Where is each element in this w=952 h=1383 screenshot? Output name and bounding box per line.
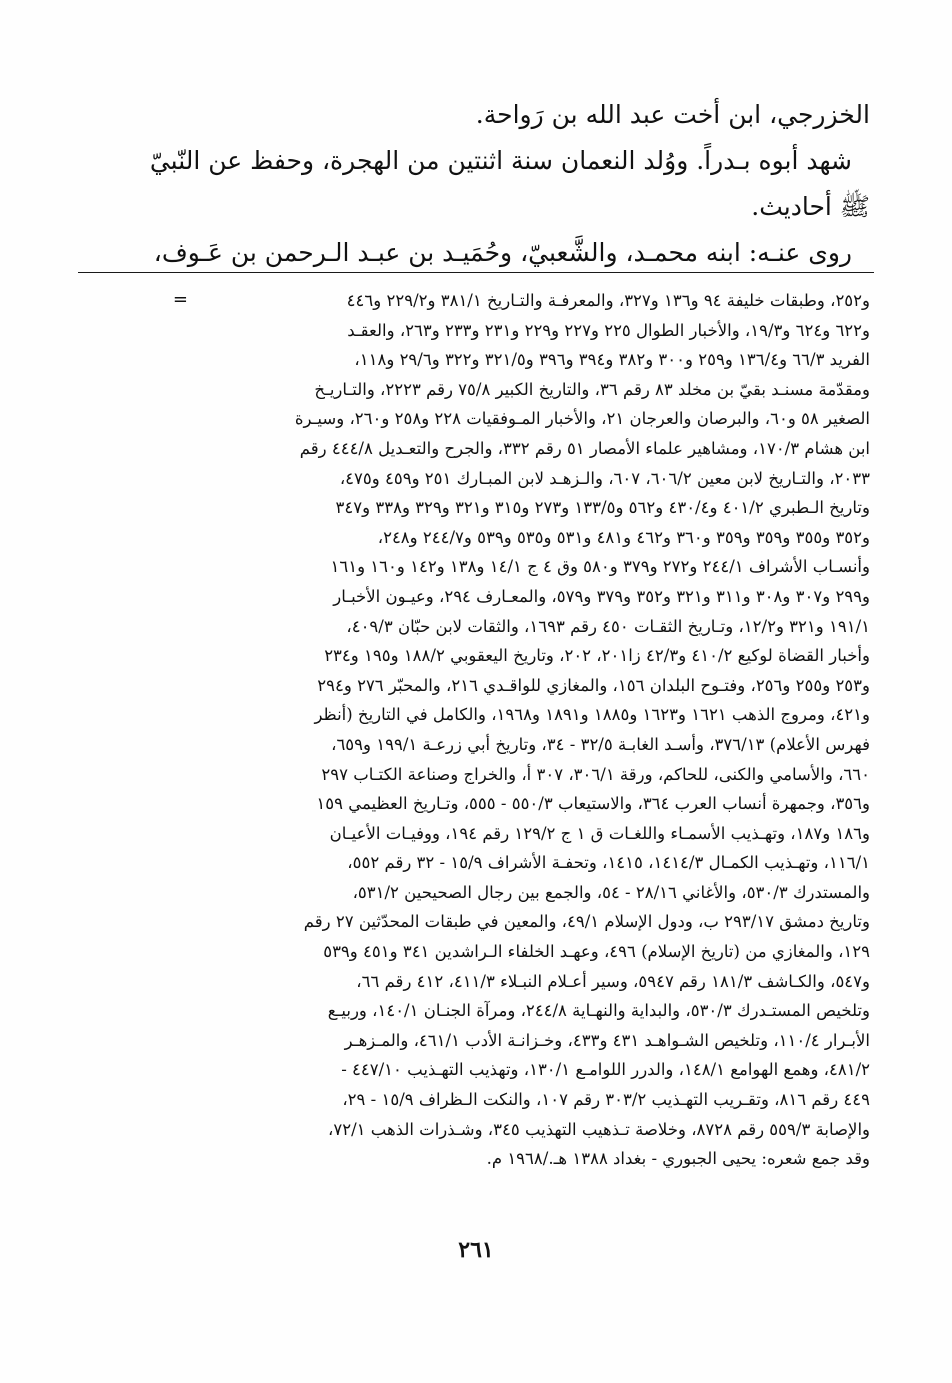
page-number: ٢٦١ (458, 1237, 494, 1263)
main-text-block (149, 92, 870, 276)
footnote-line: وأنسـاب الأشراف ٢٤٤/١ و٢٧٢ و٣٧٩ و٥٨٠ وق ٤ ج ١٤/١ و١٣٨ و١٤٢ و١٦٠ و١٦١ (330, 557, 870, 577)
footnote-line: وتاريخ الـطبري ٤٠١/٢ و٤٣٠/٤ و٥٦٢ و١٣٣/٥ و٢٧٣ و٣١٥ و٣٢١ و٣٢٩ و٣٣٨ و٣٤٧ (335, 498, 870, 518)
footnote-line: و٢٩٩ و٣٠٧ و٣٠٨ و٣١١ و٣٢١ و٣٥٢ و٣٧٩ و٥٧٩، والمعـارف ٢٩٤، وعيـون الأخبـار (333, 586, 870, 606)
footnote-line: ومقدّمة مسنـد بقيّ بن مخلد ٨٣ رقم ٣٦، والتاريخ الكبير ٧٥/٨ رقم ٢٢٢٣، والتـاريـخ (314, 379, 870, 399)
footnote-line: و١٨٦ و١٨٧، وتهـذيب الأسمـاء واللغـات ق ١ ج ١٢٩/٢ رقم ١٩٤، ووفيـات الأعيـان (329, 823, 870, 843)
footnote-line: ٢٠٣٣، والتـاريخ لابن معين ٦٠٦/٢، ٦٠٧، والـزهـد لابن المبـارك ٢٥١ و٤٥٩ و٤٧٥، (339, 468, 870, 488)
footnote-line: و٦٢٢ و٦٢٤ و١٩/٣، والأخبار الطوال ٢٢٥ و٢٢٧ و٢٢٩ و٢٣١ و٢٣٣ و٢٦٣، والعقـد (347, 320, 870, 340)
footnote-line: وتاريخ دمشق ٢٩٣/١٧ ب، ودول الإسلام ٤٩/١، والمعين في طبقات المحدّثين ٢٧ رقم (303, 912, 870, 932)
footnote-line: ٤٤٩ رقم ٨١٦، وتقـريب التهـذيب ٣٠٣/٢ رقم ١٠٧، والنكت الـظراف ١٥/٩ - ٢٩، (342, 1090, 870, 1110)
footnote-line: الصغير ٥٨ و٦٠، والبرصان والعرجان ٢١، والأخبار المـوفقيات ٢٢٨ و٢٥٨ و٢٦٠، وسيـرة (294, 409, 870, 429)
footnotes-block (190, 286, 870, 1174)
footnote-line: فهرس الأعلام) ٣٧٦/١٣، وأسـد الغابـة ٣٢/٥ - ٣٤، وتاريخ أبي زرعـة ١٩٩/١ و٦٥٩، (331, 734, 870, 754)
footnote-line: والإصابة ٥٥٩/٣ رقم ٨٧٢٨، وخلاصة تـذهيب التهذيب ٣٤٥، وشـذرات الذهب ٧٢/١، (328, 1119, 870, 1139)
footnote-line: و٢٥٣ و٢٥٥ و٢٥٦، وفتـوح البلدان ١٥٦، والمغازي للواقـدي ٢١٦، والمحبّر ٢٧٦ و٢٩٤ (317, 675, 870, 695)
footnote-line: ابن هشام ١٧٠/٣، ومشاهير علماء الأمصار ٥١ رقم ٣٣٢، والجرح والتعـديل ٤٤٤/٨ رقم (299, 438, 870, 458)
footnote-line: ٤٨١/٢، وهمع الهوامع ١٤٨/١، والدرر اللوامـع ١٣٠/١، وتهذيب التهـذيب ٤٤٧/١٠ - (341, 1060, 870, 1080)
footnote-line: الأبـرار ١١٠/٤، وتلخيص الشـواهـد ٤٣١ و٤٣٣، وخـزانـة الأدب ٤٦١/١، والمـزهـر (344, 1030, 870, 1050)
footnote-line: وقد جمع شعره: يحيى الجبوري - بغداد ١٣٨٨ هـ./١٩٦٨ م. (486, 1149, 870, 1169)
main-text-line: روى عنـه: ابنه محمـد، والشَّعبيّ، وحُمَيـد بن عبـد الـرحمن بن عَـوف، (153, 238, 852, 267)
main-text-line: شهد أبوه بـدراً. ووُلد النعمان سنة اثنتين من الهجرة، وحفظ عن النّبيّ (149, 146, 852, 175)
continuation-marker: = (172, 289, 188, 310)
footnote-line: ١٢٩، والمغازي من (تاريخ الإسلام) ٤٩٦، وعهـد الخلفاء الـراشدين ٣٤١ و٤٥١ و٥٣٩ (323, 942, 870, 962)
footnote-line: وتلخيص المستـدرك ٥٣٠/٣، والبداية والنهـاية ٢٤٤/٨، ومرآة الجنـان ١٤٠/١، وربيـع (327, 1001, 870, 1021)
footnote-separator (78, 272, 874, 273)
footnote-line: و٣٥٢ و٣٥٥ و٣٥٩ و٣٥٩ و٣٦٠ و٤٦٢ و٤٨١ و٥٣١ و٥٣٥ و٥٣٩ و٢٤٤/٧ و٢٤٨، (377, 527, 870, 547)
footnote-line: ٦٦٠، والأسامي والكنى، للحاكم، ورقة ٣٠٦/١، ٣٠٧ أ، والخراج وصناعة الكتـاب ٢٩٧ (321, 764, 870, 784)
footnote-line: و٣٥٦، وجمهرة أنساب العرب ٣٦٤، والاستيعاب ٥٥٠/٣ - ٥٥٥، وتـاريخ العظيمي ١٥٩ (316, 794, 870, 814)
footnote-line: والمستدرك ٥٣٠/٣، والأغاني ٢٨/١٦ - ٥٤، والجمع بين رجال الصحيحين ٥٣١/٢، (352, 882, 870, 902)
footnote-line: ١٩١/١ و٣٢١ و١٢/٢، وتـاريخ الثقـات ٤٥٠ رقم ١٦٩٣، والثقات لابن حبّان ٤٠٩/٣، (346, 616, 870, 636)
footnote-line: و٢٥٢، وطبقات خليفة ٩٤ و١٣٦ و٣٢٧، والمعرفـة والتـاريخ ٣٨١/١ و٢٢٩/٢ و٤٤٦ (346, 291, 870, 310)
footnote-line: الفريد ٦٦/٣ و١٣٦/٤ و٢٥٩ و٣٠٠ و٣٨٢ و٣٩٤ و٣٩٦ و٣٢١/٥ و٣٢٢ و٢٩/٦ و١١٨، (354, 350, 870, 370)
main-text-line: الخزرجي، ابن أخت عبد الله بن رَواحة. (475, 100, 870, 129)
footnote-line: و٤٢١، ومروج الذهب ١٦٢١ و١٦٢٣ و١٨٨٥ و١٨٩١ و١٩٦٨، والكامل في التاريخ (أنظر (314, 705, 870, 725)
footnote-line: ١١٦/١، وتهـذيب الكمـال ١٤١٤/٣، ١٤١٥، وتحفـة الأشراف ١٥/٩ - ٣٢ رقم ٥٥٢، (347, 853, 870, 873)
main-text-line: ﷺ أحاديث. (751, 192, 870, 221)
footnote-line: و٥٤٧، والكـاشف ١٨١/٣ رقم ٥٩٤٧، وسير أعـلام النبـلاء ٤١١/٣، ٤١٢ رقم ٦٦، (356, 971, 870, 991)
footnote-line: وأخبار القضاة لوكيع ٤١٠/٢ و٤٢/٣ زا٢٠١، ٢٠٢، وتاريخ اليعقوبي ١٨٨/٢ و١٩٥ و٢٣٤ (324, 646, 870, 666)
